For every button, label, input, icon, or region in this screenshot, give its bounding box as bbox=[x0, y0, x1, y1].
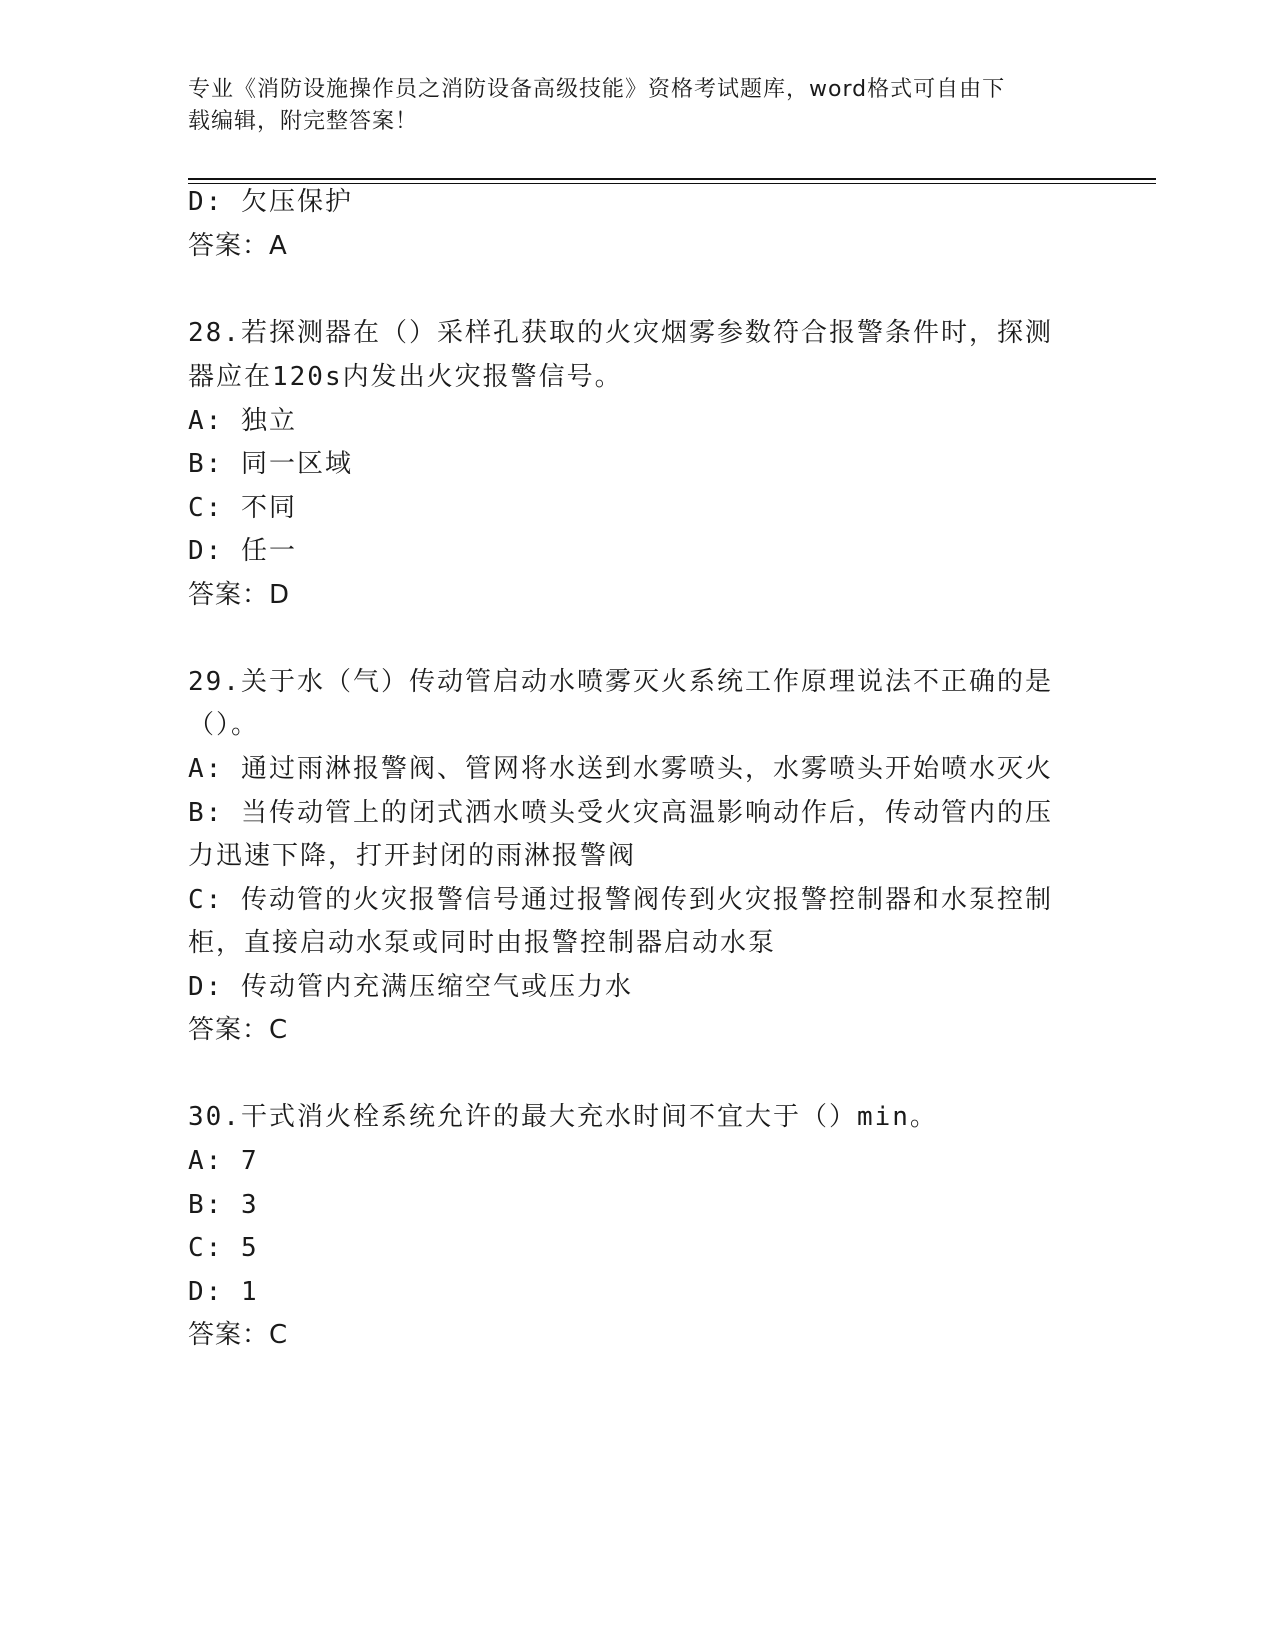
header-line-1: 专业《消防设施操作员之消防设备高级技能》资格考试题库，word格式可自由下 bbox=[188, 77, 1006, 102]
q30-option-b: B: 3 bbox=[188, 1190, 259, 1220]
q29-stem-line-2: （）。 bbox=[188, 710, 260, 740]
q29-option-b-line-2: 力迅速下降，打开封闭的雨淋报警阀 bbox=[188, 841, 637, 871]
q29-stem-line-1: 29.关于水（气）传动管启动水喷雾灭火系统工作原理说法不正确的是 bbox=[188, 667, 1053, 697]
q30-answer: 答案：C bbox=[188, 1320, 289, 1350]
q28-answer: 答案：D bbox=[188, 580, 291, 610]
header-line-2: 载编辑，附完整答案！ bbox=[188, 109, 419, 134]
q28-stem-line-1: 28.若探测器在（）采样孔获取的火灾烟雾参数符合报警条件时，探测 bbox=[188, 318, 1053, 348]
q28-option-a: A: 独立 bbox=[188, 406, 297, 436]
q29-option-d: D: 传动管内充满压缩空气或压力水 bbox=[188, 972, 633, 1002]
q28-stem-line-2: 器应在120s内发出火灾报警信号。 bbox=[188, 362, 623, 392]
q28-option-b: B: 同一区域 bbox=[188, 449, 353, 479]
q29-option-c-line-1: C: 传动管的火灾报警信号通过报警阀传到火灾报警控制器和水泵控制 bbox=[188, 885, 1053, 915]
q29-option-b-line-1: B: 当传动管上的闭式洒水喷头受火灾高温影响动作后，传动管内的压 bbox=[188, 798, 1053, 828]
header-divider-thick bbox=[188, 178, 1156, 180]
header-divider-thin bbox=[188, 183, 1156, 184]
q29-option-a: A: 通过雨淋报警阀、管网将水送到水雾喷头，水雾喷头开始喷水灭火 bbox=[188, 754, 1053, 784]
prev-answer: 答案：A bbox=[188, 231, 288, 261]
q29-option-c-line-2: 柜，直接启动水泵或同时由报警控制器启动水泵 bbox=[188, 928, 777, 958]
q30-option-c: C: 5 bbox=[188, 1233, 259, 1263]
q28-option-d: D: 任一 bbox=[188, 536, 297, 566]
q30-stem-line-1: 30.干式消火栓系统允许的最大充水时间不宜大于（）min。 bbox=[188, 1102, 938, 1132]
document-header bbox=[188, 74, 1068, 138]
q29-answer: 答案：C bbox=[188, 1015, 289, 1045]
q30-option-a: A: 7 bbox=[188, 1146, 259, 1176]
q28-option-c: C: 不同 bbox=[188, 493, 297, 523]
q30-option-d: D: 1 bbox=[188, 1277, 259, 1307]
prev-option-d: D: 欠压保护 bbox=[188, 187, 353, 217]
